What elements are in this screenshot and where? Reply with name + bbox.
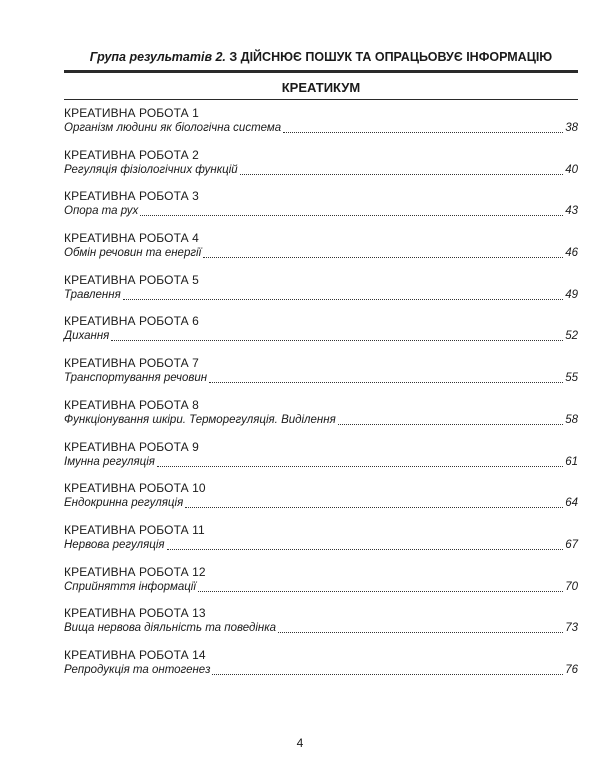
toc-entry-line	[64, 580, 578, 595]
toc-entry-line	[64, 663, 578, 678]
toc-entry-subtitle: Травлення	[64, 288, 121, 301]
dot-leader	[283, 131, 563, 133]
toc-entry-subtitle: Імунна регуляція	[64, 455, 155, 468]
toc-entry[interactable]	[64, 147, 578, 189]
toc-entry-line	[64, 496, 578, 511]
toc-entry-page: 64	[565, 497, 578, 510]
section-rule	[64, 99, 578, 100]
toc-entry-line	[64, 371, 578, 386]
toc-entry-heading: КРЕАТИВНА РОБОТА 11	[64, 522, 205, 537]
toc-entry[interactable]	[64, 105, 578, 147]
dot-leader	[157, 465, 563, 467]
toc-entry-heading: КРЕАТИВНА РОБОТА 10	[64, 481, 206, 496]
dot-leader	[240, 173, 564, 175]
toc-entry[interactable]	[64, 439, 578, 481]
toc-entry-subtitle: Нервова регуляція	[64, 538, 165, 551]
toc-entry-subtitle: Репродукція та онтогенез	[64, 663, 211, 676]
toc-entry[interactable]	[64, 397, 578, 439]
dot-leader	[167, 548, 564, 550]
toc-entry-heading: КРЕАТИВНА РОБОТА 9	[64, 439, 199, 454]
toc-entry-subtitle: Ендокринна регуляція	[64, 497, 184, 510]
toc-entry-page: 49	[565, 288, 578, 301]
toc-entry-subtitle: Регуляція фізіологічних функцій	[64, 163, 238, 176]
group-header	[64, 50, 578, 64]
toc-entry-page: 52	[565, 330, 578, 343]
toc-entry-heading: КРЕАТИВНА РОБОТА 14	[64, 647, 206, 662]
toc-entry-page: 61	[565, 455, 578, 468]
toc-entry-heading: КРЕАТИВНА РОБОТА 13	[64, 606, 206, 621]
toc-entry-page: 43	[565, 205, 578, 218]
toc-entry-heading: КРЕАТИВНА РОБОТА 4	[64, 231, 199, 246]
toc-entry[interactable]	[64, 522, 578, 564]
toc-entry[interactable]	[64, 647, 578, 689]
toc-entry-line	[64, 329, 578, 344]
toc-entry-subtitle: Функціонування шкіри. Терморегуляція. Виділення	[64, 413, 336, 426]
toc-entry-subtitle: Обмін речовин та енергії	[64, 247, 202, 260]
dot-leader	[123, 298, 563, 300]
toc-entry-page: 55	[565, 372, 578, 385]
dot-leader	[185, 506, 563, 508]
toc-entry-heading: КРЕАТИВНА РОБОТА 3	[64, 189, 199, 204]
group-header-title: З ДІЙСНЮЄ ПОШУК ТА ОПРАЦЬОВУЄ ІНФОРМАЦІЮ	[225, 50, 553, 64]
toc-entry-subtitle: Організм людини як біологічна система	[64, 122, 282, 134]
header-rule	[64, 70, 578, 73]
dot-leader	[198, 590, 563, 592]
toc-entry-page: 46	[565, 247, 578, 260]
toc-entry-subtitle: Транспортування речовин	[64, 372, 208, 385]
table-of-contents	[64, 105, 578, 689]
toc-entry[interactable]	[64, 272, 578, 314]
toc-entry-subtitle: Опора та рух	[64, 205, 139, 218]
toc-entry-heading: КРЕАТИВНА РОБОТА 2	[64, 147, 199, 162]
toc-entry-page: 58	[565, 413, 578, 426]
page-number: 4	[296, 736, 304, 750]
toc-entry-page: 38	[565, 122, 578, 134]
section-title: КРЕАТИКУМ	[281, 80, 361, 95]
toc-entry-subtitle: Вища нервова діяльність та поведінка	[64, 622, 277, 635]
toc-entry-line	[64, 204, 578, 219]
toc-entry-page: 73	[565, 622, 578, 635]
group-header-prefix: Група результатів 2.	[89, 50, 226, 64]
dot-leader	[278, 631, 563, 633]
toc-entry-page: 40	[565, 163, 578, 176]
toc-entry[interactable]	[64, 313, 578, 355]
dot-leader	[338, 423, 563, 425]
toc-entry-line	[64, 163, 578, 178]
dot-leader	[212, 673, 563, 675]
toc-entry[interactable]	[64, 355, 578, 397]
toc-entry-heading: КРЕАТИВНА РОБОТА 5	[64, 272, 199, 287]
toc-entry-line	[64, 246, 578, 261]
dot-leader	[209, 381, 563, 383]
toc-entry-page: 67	[565, 538, 578, 551]
toc-entry-heading: КРЕАТИВНА РОБОТА 8	[64, 397, 199, 412]
toc-entry-page: 70	[565, 580, 578, 593]
toc-entry-line	[64, 455, 578, 470]
toc-entry-page: 76	[565, 663, 578, 676]
dot-leader	[111, 339, 563, 341]
dot-leader	[140, 214, 563, 216]
toc-entry-subtitle: Дихання	[64, 330, 110, 343]
toc-entry-line	[64, 538, 578, 553]
toc-entry[interactable]	[64, 188, 578, 230]
toc-entry-line	[64, 413, 578, 428]
toc-entry[interactable]	[64, 605, 578, 647]
toc-entry-heading: КРЕАТИВНА РОБОТА 12	[64, 564, 206, 579]
toc-entry[interactable]	[64, 564, 578, 606]
toc-entry-heading: КРЕАТИВНА РОБОТА 7	[64, 356, 199, 371]
toc-entry-subtitle: Сприйняття інформації	[64, 580, 196, 593]
toc-entry-line	[64, 621, 578, 636]
toc-entry-line	[64, 121, 578, 136]
toc-entry[interactable]	[64, 230, 578, 272]
toc-entry-line	[64, 288, 578, 303]
toc-entry-heading: КРЕАТИВНА РОБОТА 6	[64, 314, 199, 329]
dot-leader	[203, 256, 563, 258]
toc-entry-heading: КРЕАТИВНА РОБОТА 1	[64, 106, 199, 120]
toc-entry[interactable]	[64, 480, 578, 522]
